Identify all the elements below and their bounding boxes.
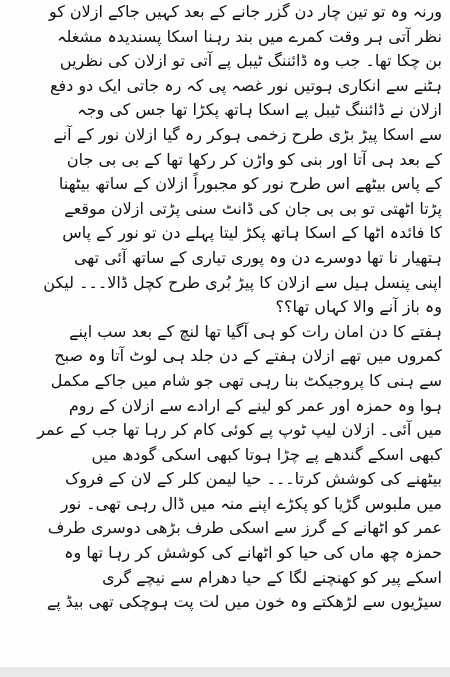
bottom-edge-bar — [0, 667, 450, 677]
text-line: حمزہ چھ ماں کی حیا کو اٹھانے کی کوشش کر رہا تھا وہ — [64, 543, 442, 563]
text-line: ہفتے کا دن امان رات کو ہی آگیا تھا لنچ کے بعد سب اپنے — [69, 321, 442, 341]
text-line: کے بعد ہی آتا اور بنی کو واڑن کر رکھا تھا کے بی بی جان — [66, 149, 442, 169]
text-line: وہ باز آنے والا کہاں تھا؟؟ — [275, 297, 442, 317]
text-line: کبھی اسکے گندھے پے چڑا ہوتا کبھی اسکی گودھ میں — [91, 444, 442, 464]
text-line: ورنہ وہ تو تین چار دن گزر جانے کے بعد کہیں جاکے ازلان کو — [48, 2, 442, 21]
urdu-text-block — [8, 0, 442, 615]
text-line: سیڑیوں سے لڑھکتے وہ خون میں لت پت ہوچکی تھی بیڈ پے — [46, 592, 442, 612]
text-line: اسکے پیر کو کھنچنے لگا کے حیا دھرام سے نیچے گری — [102, 567, 442, 587]
text-line: ہٹنے سے انکاری ہوتیں نور غصہ پی کہ رہ جاتی ایک دو دفع — [49, 75, 442, 95]
text-line: سے ہنی کا پروجیکٹ بنا رہی تھی جو شام میں جاکے مکمل — [50, 370, 442, 390]
text-line: نظر آتی ہر وقت کمرے میں بند رہنا اسکا پسندیدہ مشغلہ — [57, 26, 442, 46]
text-line: پڑتا اٹھتی تو بی بی جان کی ڈانٹ سنی پڑتی ازلان موقعے — [64, 198, 442, 218]
text-line: ہوا وہ حمزہ اور عمر کو لینے کے ارادے سے ازلان کے روم — [68, 395, 442, 415]
text-line: بیٹھنے کی کوشش کرتا۔۔۔ حیا لیمن کلر کے لان کے فروک — [65, 469, 442, 489]
text-line: میں آئی۔ ازلان لیپ ٹوپ پے کوئی کام کر رہا تھا جب کے عمر — [37, 420, 442, 440]
text-line: بن چکا تھا۔ جب وہ ڈائننگ ٹیبل پے آتی تو ازلان کی نظریں — [59, 51, 442, 71]
text-line: کے پاس بیٹھے اس طرح نور کو مجبوراً ازلان کے ساتھ بیٹھنا — [58, 174, 442, 194]
text-line: کا فائدہ اٹھا کے اسکا ہاتھ پکڑ لیتا پہلے دن تو نور کے پاس — [62, 223, 442, 243]
text-line: میں ملبوس گڑیا کو پکڑے اپنے منہ میں ڈال رہی تھی۔ نور — [60, 493, 442, 513]
text-line: سے اسکا پیڑ بڑی طرح زخمی ہوکر رہ گیا ازلان نور کے آنے — [53, 124, 442, 144]
text-line: کمروں میں تھے ازلان ہفتے کے دن جلد ہی لوٹ آتا وہ صبح — [54, 346, 442, 366]
text-line: ازلان نے ڈائننگ ٹیبل پے اسکا ہاتھ پکڑا تھا جس کی وجہ — [77, 100, 442, 120]
text-line: عمر کو اٹھانے کے گرز سے اسکی طرف بڑھی دوسری طرف — [47, 518, 442, 538]
text-line: ہتھیار نا تھا دوسرے دن وہ پوری تیاری کے ساتھ آئی تھی — [73, 247, 442, 267]
text-line: اپنی پنسل ہیل سے ازلان کا پیڑ بُری طرح کچل ڈالا۔۔۔ لیکن — [43, 272, 442, 292]
